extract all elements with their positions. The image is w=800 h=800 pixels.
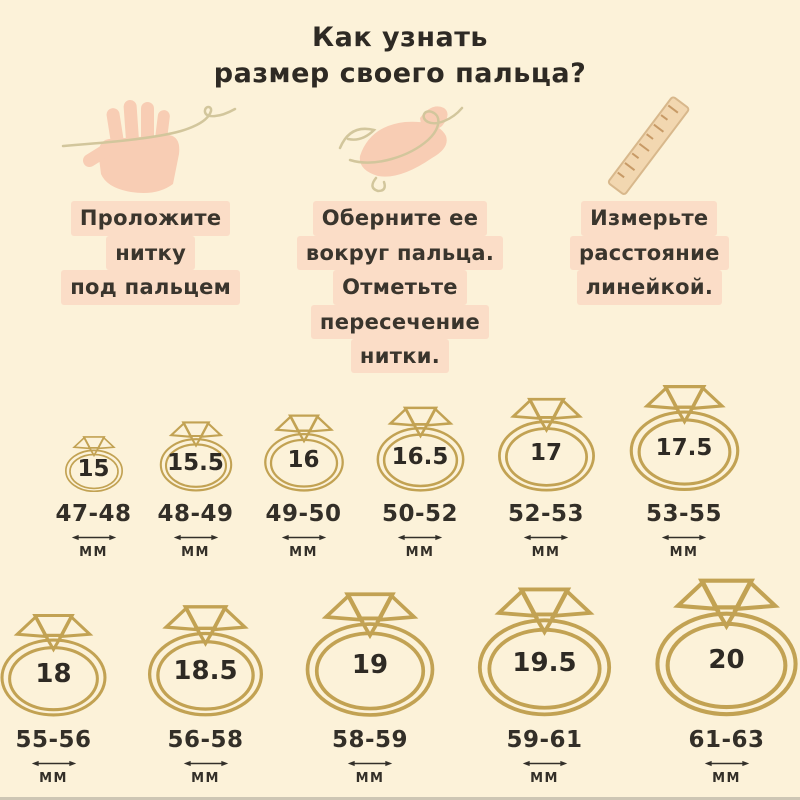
hand-with-thread-icon <box>26 95 275 197</box>
unit-label: ММ <box>669 545 699 561</box>
finger-wrap-thread-icon <box>275 95 524 197</box>
ring-size-number: 16.5 <box>391 443 449 470</box>
circumference-range: 58-59 <box>331 726 409 753</box>
diamond-ring-icon <box>648 576 800 717</box>
step-text <box>525 201 774 304</box>
diamond-ring-icon <box>62 435 126 493</box>
ring-size-cell-16-5 <box>372 405 469 560</box>
step3-line1: Измерьте <box>581 201 717 235</box>
circumference-range: 61-63 <box>688 726 765 753</box>
measure-arrow-icon <box>71 532 117 543</box>
step1-line1: Проложите <box>71 201 231 235</box>
step1-line2: нитку <box>106 236 195 270</box>
diamond-ring-icon <box>0 612 112 717</box>
ring-size-number: 18.5 <box>173 655 238 686</box>
ring-size-number: 17 <box>530 439 563 466</box>
page-title-line1: Как узнать <box>312 22 488 53</box>
step3-line3: линейкой. <box>577 270 723 304</box>
ring-size-cell-18 <box>0 612 112 785</box>
ring-size-number: 15 <box>77 455 110 482</box>
circumference-range: 53-55 <box>646 501 723 528</box>
unit-label: ММ <box>39 770 68 786</box>
unit-label: ММ <box>712 770 741 786</box>
page-title <box>0 0 800 91</box>
unit-label: ММ <box>79 545 108 561</box>
measure-arrow-icon <box>704 758 750 769</box>
unit-label: ММ <box>355 770 385 786</box>
ring-size-number: 17.5 <box>655 434 713 461</box>
measure-arrow-icon <box>661 532 707 543</box>
step-text <box>26 201 275 304</box>
ring-size-cell-17-5 <box>624 383 745 560</box>
unit-label: ММ <box>530 770 559 786</box>
ring-size-number: 15.5 <box>167 449 224 476</box>
measure-arrow-icon <box>522 758 568 769</box>
ring-size-cell-18-5 <box>142 603 269 785</box>
circumference-range: 47-48 <box>55 501 132 528</box>
measure-arrow-icon <box>523 532 569 543</box>
diamond-ring-icon <box>471 585 618 717</box>
step2-line4: пересечение <box>311 305 489 339</box>
step-wrap-around-finger <box>275 95 524 373</box>
measure-arrow-icon <box>183 758 229 769</box>
ring-size-number: 19.5 <box>512 648 577 679</box>
step2-line5: нитки. <box>351 339 449 373</box>
diamond-ring-icon <box>299 590 441 718</box>
measure-arrow-icon <box>281 532 327 543</box>
unit-label: ММ <box>191 770 220 786</box>
circumference-range: 56-58 <box>167 726 244 753</box>
step-measure-with-ruler <box>525 95 774 373</box>
ring-size-number: 16 <box>287 446 320 473</box>
step2-line2: вокруг пальца. <box>297 236 503 270</box>
unit-label: ММ <box>531 545 561 561</box>
ring-size-cell-19 <box>299 590 441 786</box>
circumference-range: 55-56 <box>15 726 92 753</box>
ring-size-number: 19 <box>351 650 389 681</box>
ring-size-cell-20 <box>648 576 800 785</box>
step3-line2: расстояние <box>570 236 729 270</box>
diamond-ring-icon <box>260 413 348 492</box>
ring-sizes-row-2 <box>0 576 800 785</box>
ring-size-cell-19-5 <box>471 585 618 785</box>
ring-size-number: 18 <box>35 659 72 690</box>
diamond-ring-icon <box>624 383 745 492</box>
step1-line3: под пальцем <box>61 270 240 304</box>
measure-arrow-icon <box>31 758 77 769</box>
circumference-range: 49-50 <box>265 501 342 528</box>
circumference-range: 48-49 <box>157 501 234 528</box>
unit-label: ММ <box>289 545 318 561</box>
unit-label: ММ <box>405 545 435 561</box>
instruction-steps <box>0 95 800 373</box>
diamond-ring-icon <box>142 603 269 717</box>
page-title-line2: размер своего пальца? <box>213 57 587 89</box>
step-text <box>275 201 524 373</box>
diamond-ring-icon <box>372 405 469 492</box>
circumference-range: 52-53 <box>508 501 585 528</box>
ring-sizes-row-1 <box>0 383 800 560</box>
ring-size-cell-17 <box>493 396 600 560</box>
ring-size-cell-16 <box>260 413 348 560</box>
ring-size-cell-15-5 <box>156 420 236 560</box>
ring-size-cell-15 <box>55 435 131 561</box>
step2-line3: Отметьте <box>333 270 467 304</box>
measure-arrow-icon <box>347 758 393 769</box>
unit-label: ММ <box>181 545 210 561</box>
ruler-icon <box>525 95 774 197</box>
diamond-ring-icon <box>156 420 236 492</box>
measure-arrow-icon <box>397 532 443 543</box>
step2-line1: Оберните ее <box>313 201 488 235</box>
ring-size-number: 20 <box>708 644 745 675</box>
measure-arrow-icon <box>173 532 219 543</box>
circumference-range: 59-61 <box>506 726 583 753</box>
diamond-ring-icon <box>493 396 600 492</box>
step-thread-under-finger <box>26 95 275 373</box>
circumference-range: 50-52 <box>382 501 459 528</box>
